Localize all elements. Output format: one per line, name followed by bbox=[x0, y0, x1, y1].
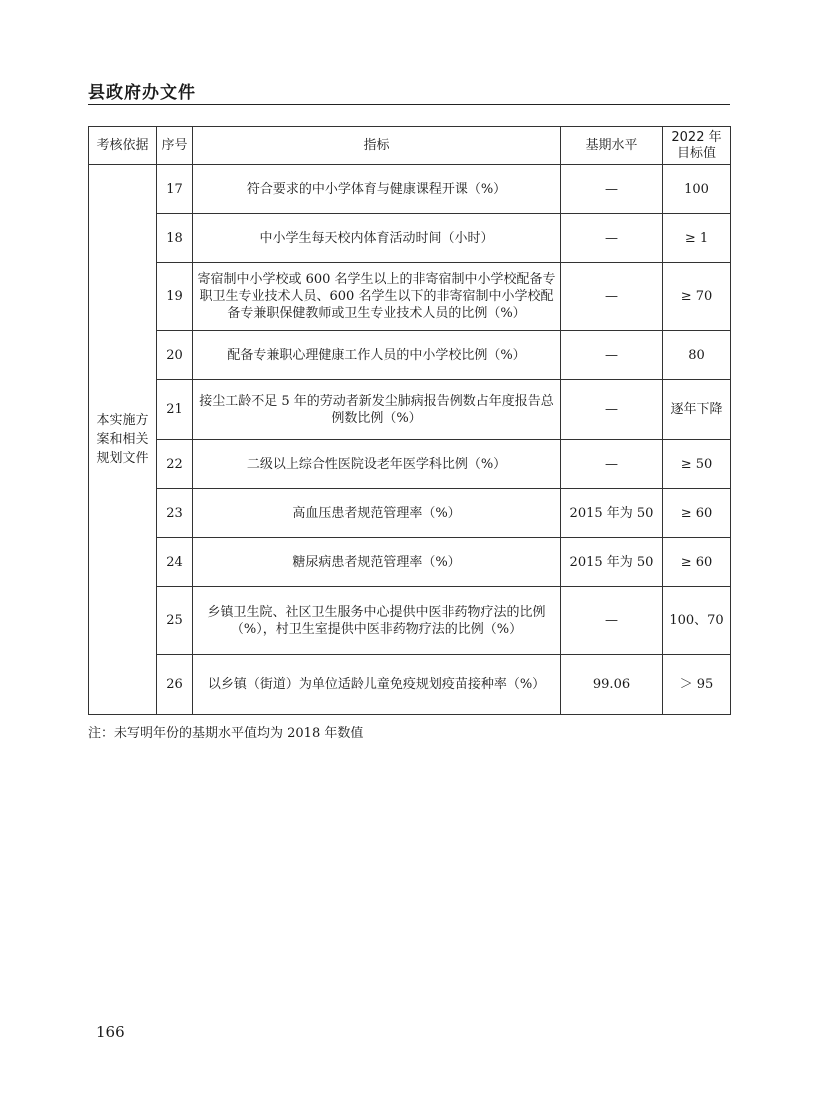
header-baseline: 基期水平 bbox=[561, 127, 663, 165]
indicator-cell: 乡镇卫生院、社区卫生服务中心提供中医非药物疗法的比例（%），村卫生室提供中医非药物疗法的比例（%） bbox=[193, 587, 561, 655]
baseline-cell: — bbox=[561, 165, 663, 214]
table-row bbox=[89, 263, 731, 331]
baseline-cell: 2015 年为 50 bbox=[561, 538, 663, 587]
target-cell: ＞ 95 bbox=[663, 655, 731, 715]
indicator-cell: 接尘工龄不足 5 年的劳动者新发尘肺病报告例数占年度报告总例数比例（%） bbox=[193, 380, 561, 440]
table-header-row bbox=[89, 127, 731, 165]
row-number: 22 bbox=[157, 440, 193, 489]
target-cell: ≥ 60 bbox=[663, 538, 731, 587]
target-cell: 100 bbox=[663, 165, 731, 214]
baseline-cell: 2015 年为 50 bbox=[561, 489, 663, 538]
page-number: 166 bbox=[96, 1023, 125, 1041]
indicator-cell: 二级以上综合性医院设老年医学科比例（%） bbox=[193, 440, 561, 489]
table-row bbox=[89, 655, 731, 715]
target-cell: ≥ 70 bbox=[663, 263, 731, 331]
baseline-cell: — bbox=[561, 214, 663, 263]
header-basis: 考核依据 bbox=[89, 127, 157, 165]
table-row bbox=[89, 587, 731, 655]
row-number: 23 bbox=[157, 489, 193, 538]
header-indicator: 指标 bbox=[193, 127, 561, 165]
indicator-cell: 符合要求的中小学体育与健康课程开课（%） bbox=[193, 165, 561, 214]
target-cell: 80 bbox=[663, 331, 731, 380]
row-number: 24 bbox=[157, 538, 193, 587]
header-divider bbox=[88, 104, 730, 105]
header-target: 2022 年目标值 bbox=[663, 127, 731, 165]
indicator-cell: 糖尿病患者规范管理率（%） bbox=[193, 538, 561, 587]
row-number: 25 bbox=[157, 587, 193, 655]
row-number: 17 bbox=[157, 165, 193, 214]
document-header-title: 县政府办文件 bbox=[88, 83, 196, 103]
baseline-cell: — bbox=[561, 587, 663, 655]
table-footnote: 注：未写明年份的基期水平值均为 2018 年数值 bbox=[88, 726, 364, 741]
row-number: 21 bbox=[157, 380, 193, 440]
indicator-cell: 寄宿制中小学校或 600 名学生以上的非寄宿制中小学校配备专职卫生专业技术人员、600 名学生以下的非寄宿制中小学校配备专兼职保健教师或卫生专业技术人员的比例（%） bbox=[193, 263, 561, 331]
indicator-cell: 高血压患者规范管理率（%） bbox=[193, 489, 561, 538]
basis-cell: 本实施方案和相关规划文件 bbox=[89, 165, 157, 715]
indicator-cell: 以乡镇（街道）为单位适龄儿童免疫规划疫苗接种率（%） bbox=[193, 655, 561, 715]
baseline-cell: — bbox=[561, 331, 663, 380]
table-row bbox=[89, 538, 731, 587]
table-row bbox=[89, 165, 731, 214]
baseline-cell: — bbox=[561, 380, 663, 440]
row-number: 20 bbox=[157, 331, 193, 380]
indicator-cell: 中小学生每天校内体育活动时间（小时） bbox=[193, 214, 561, 263]
target-cell: ≥ 60 bbox=[663, 489, 731, 538]
baseline-cell: — bbox=[561, 440, 663, 489]
row-number: 18 bbox=[157, 214, 193, 263]
table-row bbox=[89, 214, 731, 263]
target-cell: 100、70 bbox=[663, 587, 731, 655]
target-cell: 逐年下降 bbox=[663, 380, 731, 440]
table-row bbox=[89, 489, 731, 538]
row-number: 26 bbox=[157, 655, 193, 715]
baseline-cell: 99.06 bbox=[561, 655, 663, 715]
table-row bbox=[89, 380, 731, 440]
target-cell: ≥ 1 bbox=[663, 214, 731, 263]
baseline-cell: — bbox=[561, 263, 663, 331]
header-no: 序号 bbox=[157, 127, 193, 165]
row-number: 19 bbox=[157, 263, 193, 331]
indicator-table bbox=[88, 126, 731, 715]
table-row bbox=[89, 331, 731, 380]
table-row bbox=[89, 440, 731, 489]
indicator-cell: 配备专兼职心理健康工作人员的中小学校比例（%） bbox=[193, 331, 561, 380]
target-cell: ≥ 50 bbox=[663, 440, 731, 489]
